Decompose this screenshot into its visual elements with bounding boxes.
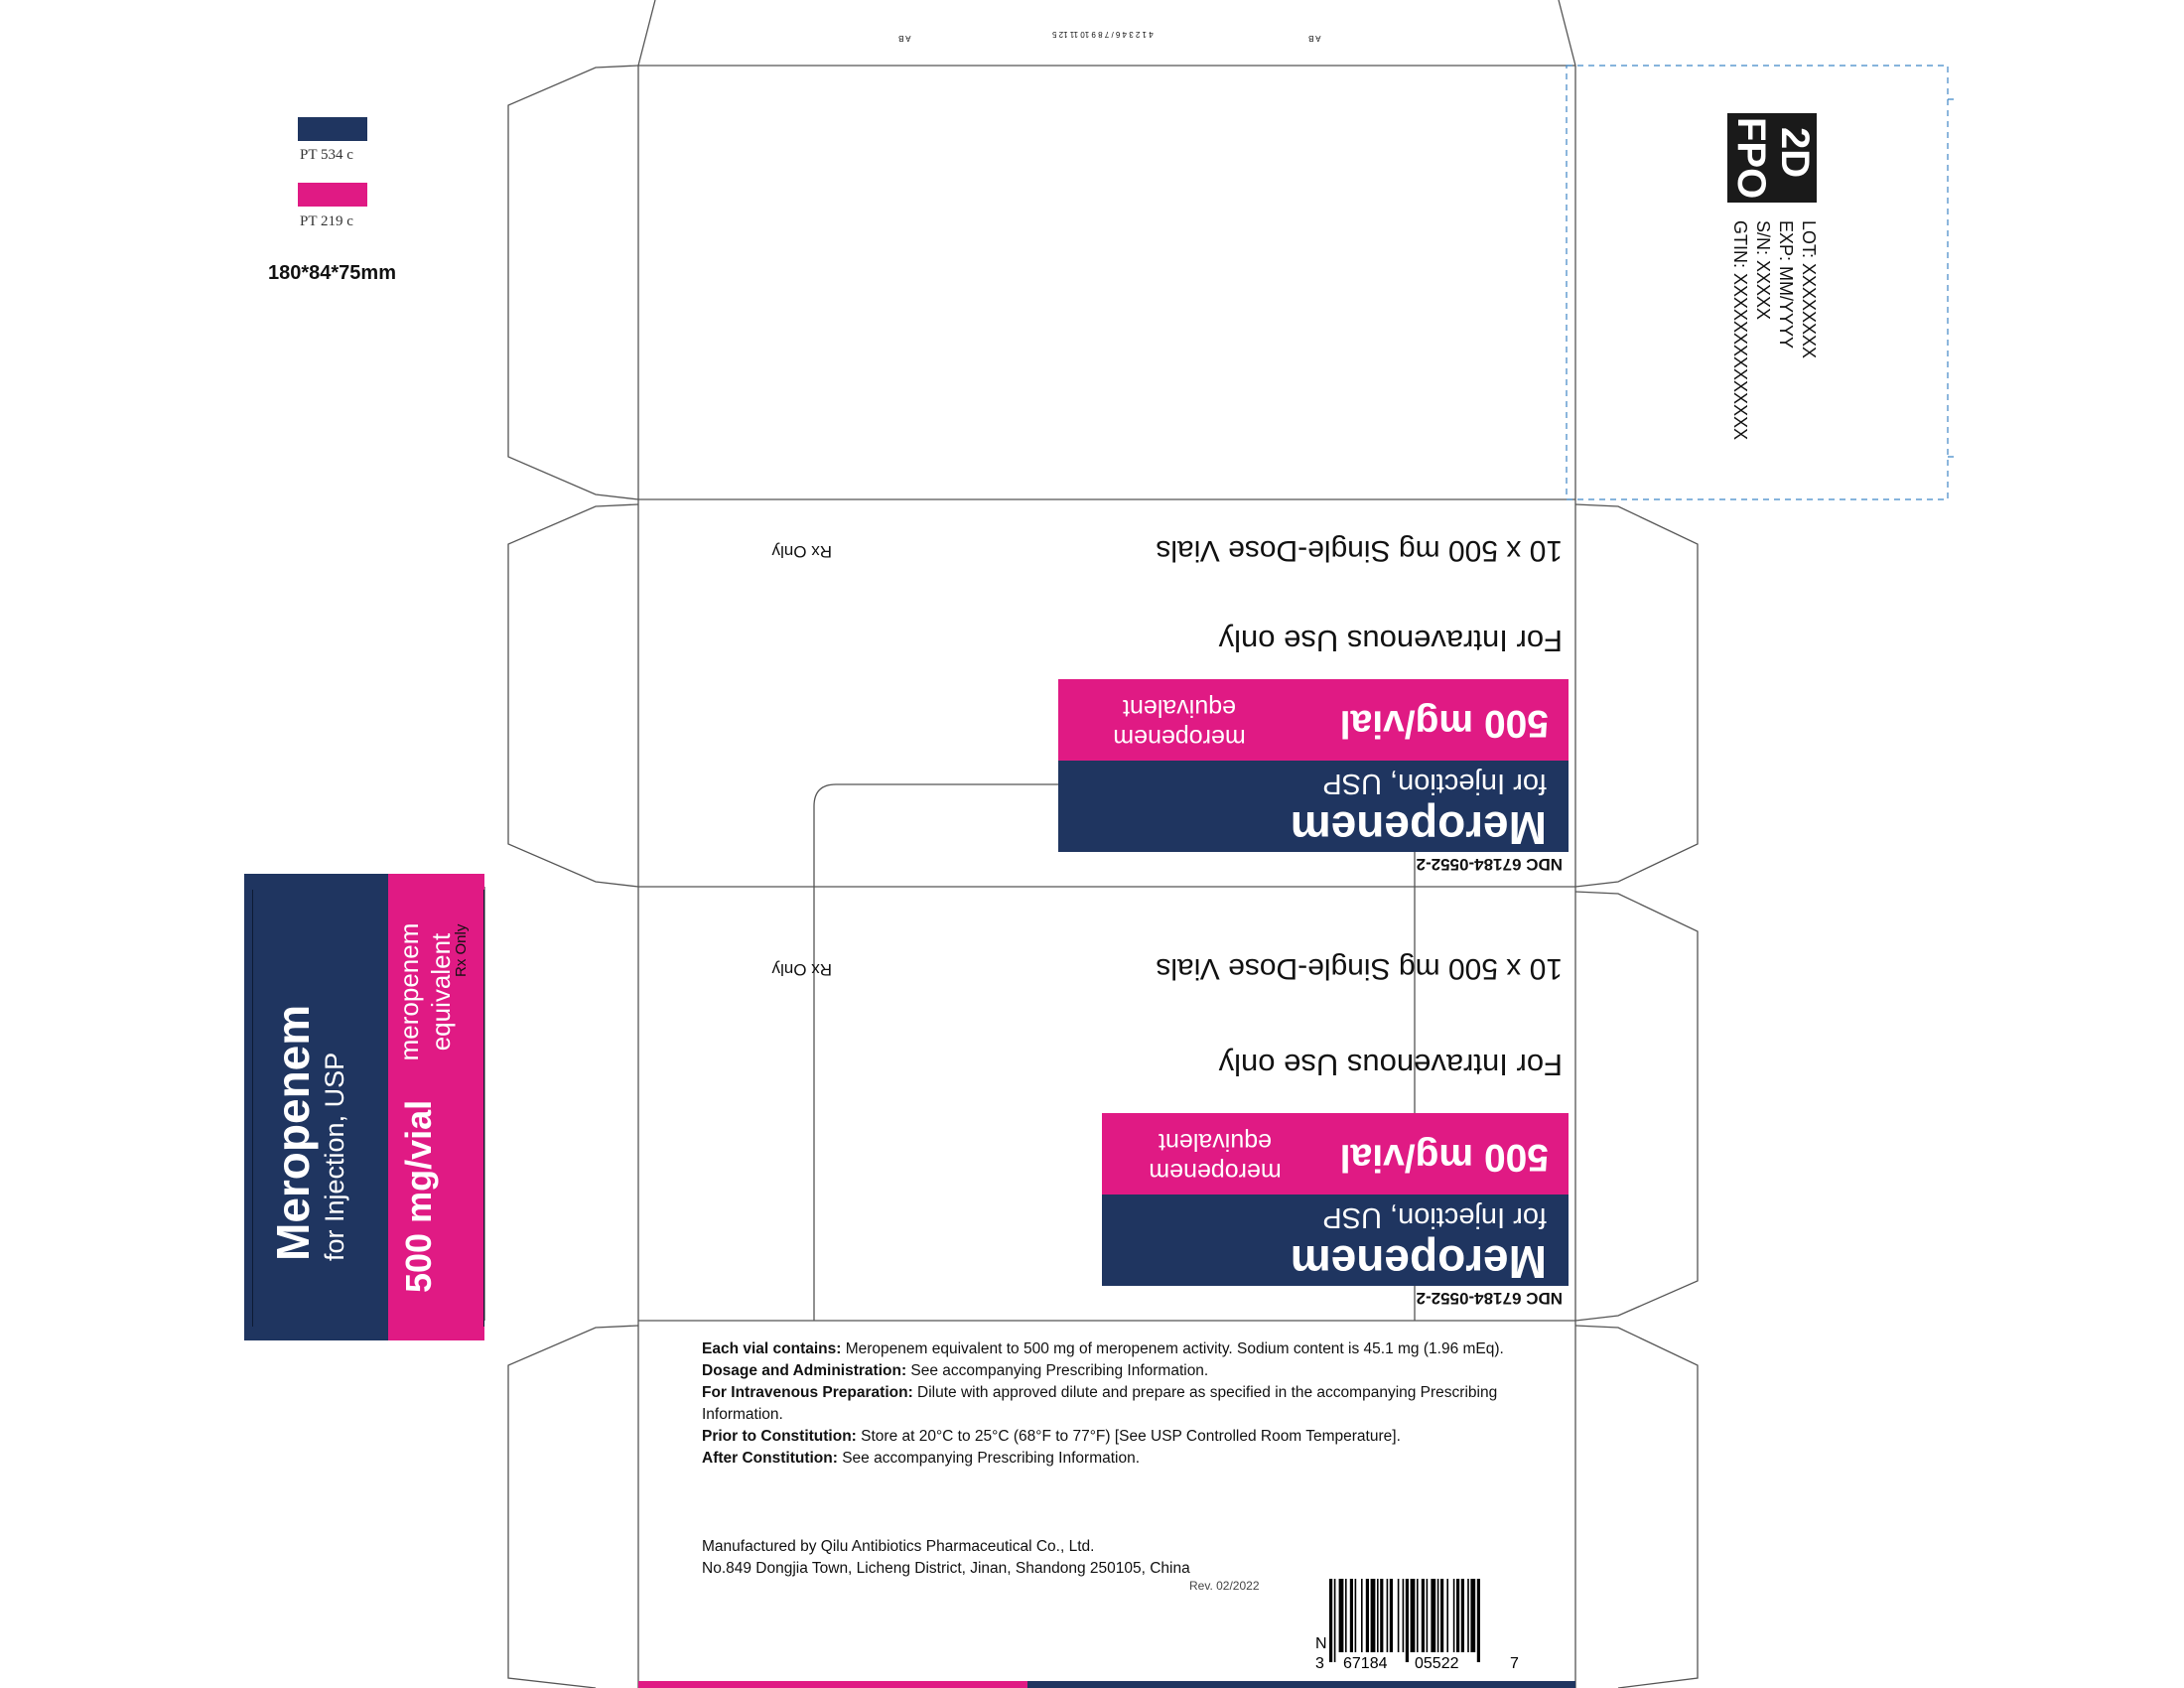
route-text: For Intravenous Use only (1218, 1048, 1563, 1082)
equivalent-line2: equivalent (1123, 694, 1236, 722)
equivalent-line2: equivalent (1159, 1128, 1272, 1156)
barcode-bar (1446, 1579, 1448, 1652)
barcode-bar (1390, 1579, 1393, 1652)
barcode-bar (1440, 1579, 1443, 1652)
barcode-group2: 05522 (1415, 1655, 1459, 1672)
barcode-bar (1467, 1579, 1469, 1652)
front-panel-top (645, 499, 1576, 887)
barcode-bar (1461, 1579, 1464, 1652)
barcode (1315, 1579, 1529, 1678)
strength-text: 500 mg/vial (1339, 702, 1549, 745)
barcode-bar (1417, 1579, 1419, 1652)
barcode-bar (1422, 1579, 1425, 1652)
barcode-bar (1431, 1579, 1435, 1652)
barcode-bar (1406, 1579, 1409, 1662)
flap-mark-right: A B (1308, 34, 1321, 43)
gtin-text: GTIN: XXXXXXXXXXXXXX (1730, 220, 1750, 441)
swatch-navy-label: PT 534 c (300, 147, 353, 163)
strength-band (1058, 679, 1569, 761)
barcode-bar (1403, 1579, 1405, 1652)
route-text: For Intravenous Use only (1218, 624, 1563, 658)
barcode-bar (1350, 1579, 1353, 1652)
barcode-first-digit: 3 (1315, 1655, 1324, 1672)
product-name: Meropenem (1290, 802, 1547, 854)
barcode-bar (1427, 1579, 1429, 1652)
manufacturer-line2: No.849 Dongjia Town, Licheng District, Jinan, Shandong 250105, China (702, 1560, 1190, 1577)
manufacturer-block (702, 1536, 1190, 1580)
swatch-navy (298, 117, 367, 141)
ndc-code: NDC 67184-0552-2 (1416, 1289, 1563, 1308)
side-panel-text (244, 874, 484, 1340)
flap-mark-center: 4 1 2 3 4 6 / 7 8 9 10 11 12 5 (1052, 30, 1154, 39)
side-equivalent (393, 908, 457, 1076)
barcode-bar (1377, 1579, 1379, 1652)
info-vial-contains: Each vial contains: Meropenem equivalent to 500 mg of meropenem activity. Sodium content is 45.1 mg (1.96 mEq). (702, 1340, 1504, 1357)
barcode-bar (1334, 1579, 1336, 1662)
ndc-code: NDC 67184-0552-2 (1416, 855, 1563, 874)
flap-mark-left: A B (898, 34, 911, 43)
product-subtitle: for Injection, USP (1322, 1201, 1547, 1233)
barcode-bar (1329, 1579, 1332, 1662)
barcode-bar (1339, 1579, 1344, 1652)
swatch-pink (298, 183, 367, 207)
barcode-bar (1398, 1579, 1400, 1652)
strength-band (1102, 1113, 1569, 1195)
side-strength: 500 mg/vial (398, 1099, 439, 1293)
vial-count-text: 10 x 500 mg Single-Dose Vials (1156, 534, 1563, 567)
info-after-constitution: After Constitution: See accompanying Prescribing Information. (702, 1450, 1141, 1467)
rx-only-text: Rx Only (771, 542, 832, 561)
equivalent-text (1070, 693, 1289, 753)
fpo-line-2d: 2D (1773, 127, 1817, 179)
info-dosage: Dosage and Administration: See accompanying Prescribing Information. (702, 1362, 1209, 1379)
barcode-bar (1437, 1579, 1439, 1652)
equivalent-text (1116, 1127, 1314, 1187)
fpo-line-fpo: FPO (1729, 117, 1773, 200)
rx-only-text: Rx Only (771, 960, 832, 979)
barcode-bar (1477, 1579, 1480, 1662)
fpo-2d-block (1727, 113, 1817, 203)
barcode-bar (1355, 1579, 1357, 1652)
side-equivalent-line2: equivalent (426, 932, 456, 1052)
side-rx-only: Rx Only (453, 923, 470, 977)
barcode-bar (1345, 1579, 1347, 1652)
barcode-bar (1371, 1579, 1376, 1652)
side-product-subtitle: for Injection, USP (320, 1052, 349, 1261)
side-product-name: Meropenem (267, 1004, 319, 1261)
barcode-bar (1456, 1579, 1459, 1652)
barcode-bar (1380, 1579, 1383, 1652)
front-panel-bottom (645, 887, 1576, 1321)
barcode-check: 7 (1510, 1655, 1519, 1672)
product-name-band (1102, 1195, 1569, 1286)
swatch-pink-label: PT 219 c (300, 213, 353, 229)
barcode-bar (1411, 1579, 1416, 1652)
info-panel (702, 1338, 1526, 1470)
sn-text: S/N: XXXXX (1753, 220, 1773, 321)
exp-text: EXP: MM/YYYY (1776, 220, 1796, 350)
barcode-group1: 67184 (1343, 1655, 1388, 1672)
vial-count-text: 10 x 500 mg Single-Dose Vials (1156, 952, 1563, 985)
product-subtitle: for Injection, USP (1322, 768, 1547, 799)
product-name-band (1058, 761, 1569, 852)
manufacturer-line1: Manufactured by Qilu Antibiotics Pharmaceutical Co., Ltd. (702, 1538, 1095, 1555)
equivalent-line1: meropenem (1113, 724, 1246, 752)
lot-text: LOT: XXXXXXXX (1799, 220, 1819, 359)
coding-area (1698, 113, 1819, 441)
barcode-bar (1387, 1579, 1389, 1652)
barcode-bar (1361, 1579, 1363, 1652)
barcode-prefix: N (1315, 1635, 1327, 1652)
info-iv-preparation: For Intravenous Preparation: Dilute with approved dilute and prepare as specified in the accompanying Prescribing Information. (702, 1384, 1498, 1423)
strength-text: 500 mg/vial (1339, 1136, 1549, 1179)
product-name: Meropenem (1290, 1236, 1547, 1288)
revision-text: Rev. 02/2022 (1189, 1579, 1260, 1593)
side-equivalent-line1: meropenem (394, 922, 424, 1061)
equivalent-line1: meropenem (1149, 1158, 1282, 1186)
info-prior-constitution: Prior to Constitution: Store at 20°C to 25°C (68°F to 77°F) [See USP Controlled Room Temperature]. (702, 1428, 1401, 1445)
carton-dimensions: 180*84*75mm (268, 262, 396, 284)
barcode-bar (1470, 1579, 1475, 1652)
barcode-bar (1366, 1579, 1369, 1652)
barcode-bar (1453, 1579, 1455, 1652)
